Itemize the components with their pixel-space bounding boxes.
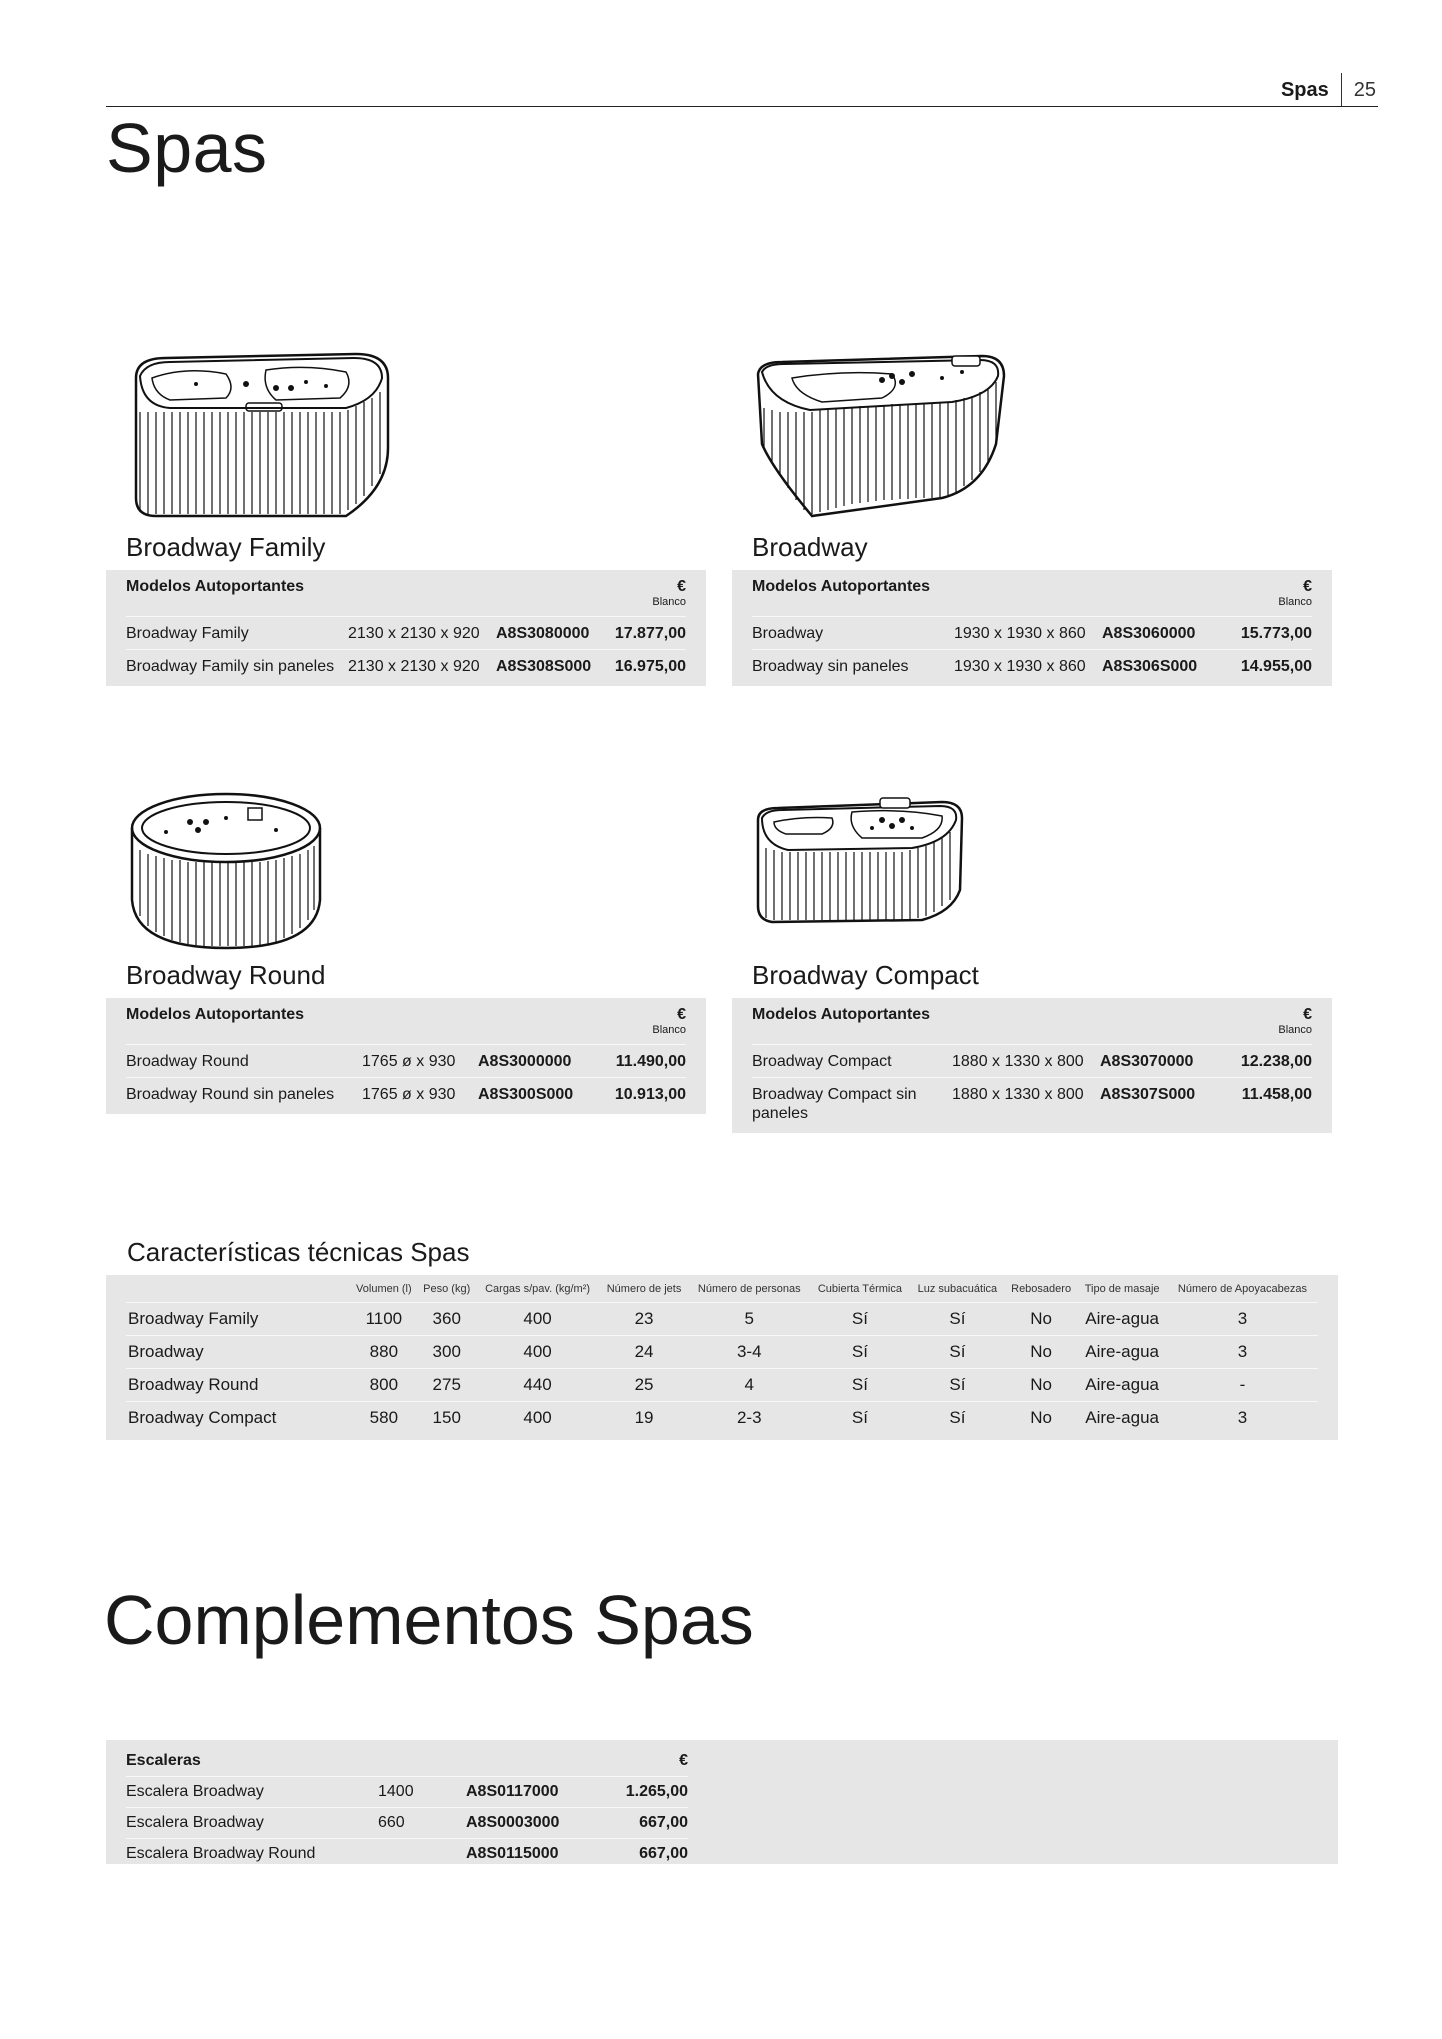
model-name: Broadway Compact sin paneles <box>752 1086 917 1122</box>
table-cell: Sí <box>851 1408 868 1427</box>
table-cell: Sí <box>810 1303 910 1336</box>
accessory-reference: A8S0003000 <box>466 1814 560 1831</box>
column-header: Luz subacuática <box>910 1279 1005 1303</box>
table-row <box>126 650 686 682</box>
product-name: Broadway Compact <box>752 960 979 990</box>
accessory-reference: A8S0117000 <box>466 1783 559 1800</box>
table-cell: 360 <box>418 1303 476 1336</box>
currency-symbol: € <box>677 1006 686 1023</box>
currency-symbol: € <box>1303 1006 1312 1023</box>
model-name: Broadway Round <box>126 1053 249 1070</box>
table-cell: 3 <box>1167 1303 1318 1336</box>
column-header: Cubierta Térmica <box>810 1279 910 1303</box>
table-row <box>126 1303 1318 1336</box>
model-reference: A8S3080000 <box>496 625 590 642</box>
finish-label: Blanco <box>652 1024 686 1036</box>
running-header <box>1281 73 1376 107</box>
header-rule <box>106 106 1378 107</box>
table-cell: 275 <box>418 1369 476 1402</box>
model-dimensions: 2130 x 2130 x 920 <box>348 625 480 642</box>
model-dimensions: 1930 x 1930 x 860 <box>954 625 1086 642</box>
tech-specs-title: Características técnicas Spas <box>127 1237 470 1267</box>
price-table <box>732 570 1332 686</box>
model-price: 11.490,00 <box>615 1053 686 1070</box>
running-header-section: Spas <box>1280 78 1329 101</box>
currency-column <box>652 1006 686 1036</box>
currency-symbol: € <box>1303 578 1312 595</box>
table-header-label: Escaleras <box>126 1752 201 1769</box>
table-cell: Sí <box>910 1303 1005 1336</box>
column-header: Volumen (l) <box>350 1279 418 1303</box>
table-cell: 800 <box>350 1369 418 1402</box>
page-title: Spas <box>106 109 268 187</box>
table-cell: Broadway Compact <box>128 1408 277 1427</box>
table-cell: No <box>1005 1336 1078 1369</box>
table-cell: 440 <box>476 1369 600 1402</box>
table-row <box>752 1045 1312 1078</box>
table-row <box>126 617 686 650</box>
model-reference: A8S3000000 <box>478 1053 572 1070</box>
model-dimensions: 1880 x 1330 x 800 <box>952 1053 1084 1070</box>
table-header-label: Modelos Autoportantes <box>752 578 931 595</box>
table-cell: Aire-agua <box>1085 1408 1159 1427</box>
model-price: 14.955,00 <box>1240 658 1312 675</box>
table-header-label: Modelos Autoportantes <box>126 578 305 595</box>
table-row <box>126 1369 1318 1402</box>
model-name: Broadway Round sin paneles <box>126 1086 335 1103</box>
table-cell: 880 <box>350 1336 418 1369</box>
accessory-length <box>378 1845 466 1863</box>
tech-specs-table <box>106 1275 1338 1440</box>
accessories-table <box>106 1740 1338 1864</box>
spa-square-image <box>126 348 396 528</box>
spa-round-image <box>126 788 326 958</box>
column-header: Tipo de masaje <box>1077 1279 1166 1303</box>
model-dimensions: 1765 ø x 930 <box>362 1086 456 1103</box>
column-header <box>126 1279 350 1303</box>
accessory-length: 660 <box>378 1814 405 1831</box>
table-header-row <box>126 1746 688 1777</box>
model-price: 12.238,00 <box>1240 1053 1312 1070</box>
model-dimensions: 1765 ø x 930 <box>362 1053 456 1070</box>
finish-label: Blanco <box>1278 596 1312 608</box>
model-dimensions: 1880 x 1330 x 800 <box>952 1086 1084 1103</box>
accessory-reference: A8S0115000 <box>466 1845 559 1862</box>
table-header-row <box>126 1279 1318 1303</box>
accessory-price: 1.265,00 <box>625 1783 688 1800</box>
model-reference: A8S3070000 <box>1100 1053 1194 1070</box>
table-cell: Aire-agua <box>1077 1369 1166 1402</box>
model-dimensions: 2130 x 2130 x 920 <box>348 658 480 675</box>
table-cell: 1100 <box>350 1303 418 1336</box>
model-reference: A8S300S000 <box>478 1086 574 1103</box>
table-cell: 400 <box>476 1303 600 1336</box>
accessory-name: Escalera Broadway Round <box>126 1845 316 1862</box>
product-name: Broadway <box>752 532 868 562</box>
table-row <box>126 1808 688 1839</box>
table-cell: 23 <box>599 1303 688 1336</box>
table-row <box>752 617 1312 650</box>
column-header: Rebosadero <box>1005 1279 1078 1303</box>
table-cell: Sí <box>910 1369 1005 1402</box>
table-cell: 3-4 <box>689 1336 810 1369</box>
table-cell: Sí <box>810 1369 910 1402</box>
model-name: Broadway Family sin paneles <box>126 658 335 675</box>
table-cell: Aire-agua <box>1077 1303 1166 1336</box>
table-row <box>126 1839 688 1869</box>
table-cell: Broadway Family <box>126 1303 350 1336</box>
accessory-price: 667,00 <box>639 1814 688 1831</box>
table-cell: 150 <box>432 1408 461 1427</box>
table-cell: Sí <box>910 1336 1005 1369</box>
model-dimensions: 1930 x 1930 x 860 <box>954 658 1086 675</box>
table-cell: 400 <box>523 1408 552 1427</box>
table-cell: 400 <box>476 1336 600 1369</box>
section-title: Complementos Spas <box>104 1581 754 1659</box>
table-row <box>126 1402 1318 1435</box>
product-name: Broadway Family <box>126 532 326 562</box>
model-name: Broadway <box>752 625 824 642</box>
table-cell: No <box>1030 1408 1052 1427</box>
table-row <box>126 1078 686 1110</box>
table-header-label: Modelos Autoportantes <box>752 1006 931 1023</box>
price-table <box>106 570 706 686</box>
model-price: 10.913,00 <box>614 1086 686 1103</box>
model-reference: A8S308S000 <box>496 658 592 675</box>
currency-symbol: € <box>677 578 686 595</box>
product-name: Broadway Round <box>126 960 326 990</box>
column-header: Número de jets <box>599 1279 688 1303</box>
column-header: Peso (kg) <box>418 1279 476 1303</box>
currency-column <box>1278 1006 1312 1036</box>
table-header-label: Modelos Autoportantes <box>126 1006 305 1023</box>
page-number: 25 <box>1353 78 1376 101</box>
table-cell: 3 <box>1167 1336 1318 1369</box>
table-cell: Sí <box>949 1408 966 1427</box>
currency-column <box>652 578 686 608</box>
table-row <box>126 1336 1318 1369</box>
table-cell: 3 <box>1237 1408 1248 1427</box>
spa-compact-image <box>752 786 972 936</box>
column-header: Cargas s/pav. (kg/m²) <box>476 1279 600 1303</box>
model-reference: A8S306S000 <box>1102 658 1198 675</box>
model-name: Broadway Compact <box>752 1053 892 1070</box>
table-cell: No <box>1005 1303 1078 1336</box>
table-cell: 4 <box>689 1369 810 1402</box>
accessory-length: 1400 <box>378 1783 414 1800</box>
table-cell: 19 <box>634 1408 654 1427</box>
table-cell: Broadway Round <box>126 1369 350 1402</box>
table-row <box>126 1045 686 1078</box>
table-cell: No <box>1005 1369 1078 1402</box>
column-header: Número de Apoyacabezas <box>1167 1279 1318 1303</box>
table-cell: 580 <box>369 1408 399 1427</box>
table-row <box>752 1078 1312 1129</box>
model-name: Broadway sin paneles <box>752 658 909 675</box>
finish-label: Blanco <box>652 596 686 608</box>
table-cell: Sí <box>810 1336 910 1369</box>
table-cell: - <box>1167 1369 1318 1402</box>
table-cell: 24 <box>599 1336 688 1369</box>
model-reference: A8S307S000 <box>1100 1086 1196 1103</box>
table-cell: Aire-agua <box>1077 1336 1166 1369</box>
finish-label: Blanco <box>1278 1024 1312 1036</box>
spa-corner-image <box>752 348 1012 528</box>
currency-column <box>1278 578 1312 608</box>
accessory-name: Escalera Broadway <box>126 1783 264 1800</box>
table-cell: 300 <box>418 1336 476 1369</box>
table-cell: Broadway <box>126 1336 350 1369</box>
column-header: Número de personas <box>689 1279 810 1303</box>
model-name: Broadway Family <box>126 625 249 642</box>
model-price: 17.877,00 <box>614 625 686 642</box>
price-table <box>106 998 706 1114</box>
accessory-name: Escalera Broadway <box>126 1814 264 1831</box>
table-cell: 25 <box>599 1369 688 1402</box>
price-table <box>732 998 1332 1133</box>
currency-symbol: € <box>679 1752 688 1769</box>
model-reference: A8S3060000 <box>1102 625 1196 642</box>
table-cell: 2-3 <box>736 1408 762 1427</box>
table-row <box>126 1777 688 1808</box>
table-cell: 5 <box>689 1303 810 1336</box>
model-price: 11.458,00 <box>1241 1086 1312 1103</box>
accessory-price: 667,00 <box>639 1845 688 1862</box>
model-price: 16.975,00 <box>614 658 686 675</box>
model-price: 15.773,00 <box>1240 625 1312 642</box>
table-row <box>752 650 1312 682</box>
